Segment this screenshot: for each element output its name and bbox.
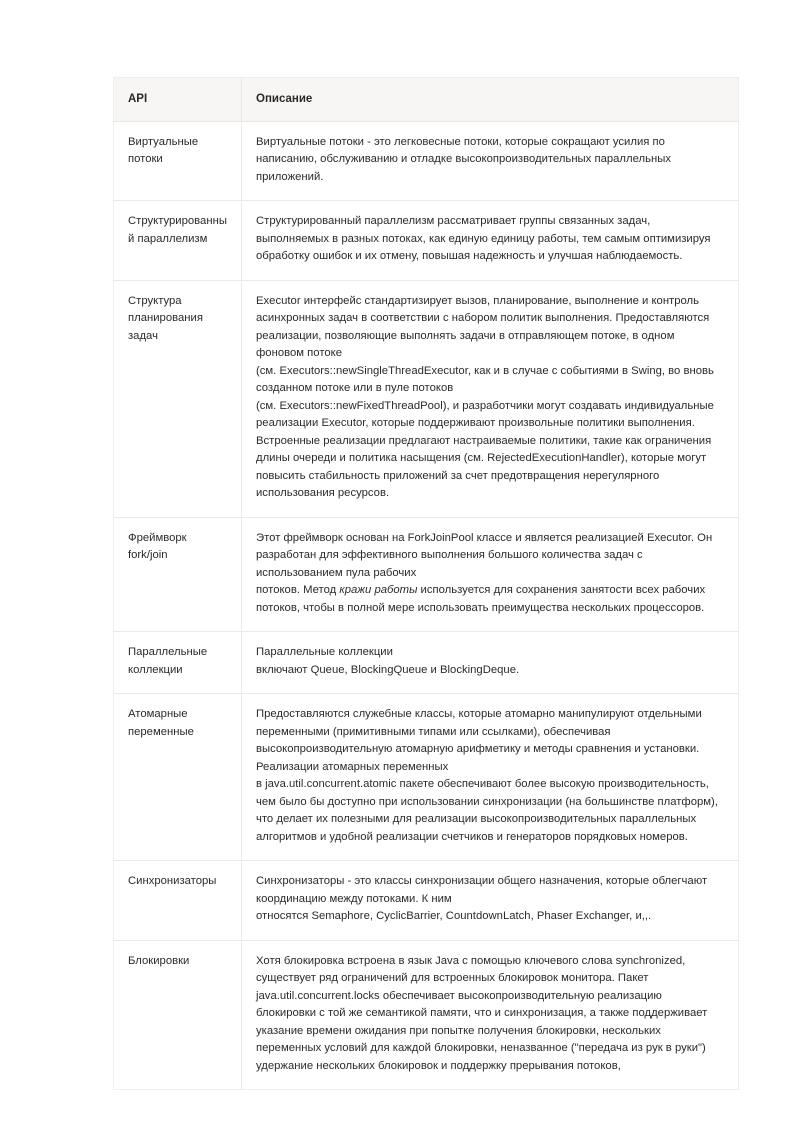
description-text-tail: используется для сохранения занятости всех рабочих потоков, чтобы в полной мере использовать преимущества нескольких процессоров. [256,584,706,614]
api-name-text: Фреймворк fork/join [128,531,187,562]
cell-api-name [114,694,242,861]
cell-description [242,861,739,941]
table-row [114,861,739,941]
api-name-text: Виртуальные потоки [128,135,199,166]
table-body [114,121,739,1090]
api-name-text: Структурированный параллелизм [128,215,227,245]
description-text: Executor интерфейс стандартизирует вызов, планирование, выполнение и контроль асинхронных задач в соответствии с набором политик выполнения. Предоставляются реализации, позволяющие выполнять задачи в отправляющем потоке, в одном фоновом потоке (см. Executors::newSingleThreadExecutor, как и в случае с событиями в Swing, во вновь созданном потоке или в пуле потоков (см. Executors::newFixedThreadPool), и разработчики могут создавать индивидуальные реализации Executor, которые поддерживают произвольные политики выполнения. Встроенные реализации предлагают настраиваемые политики, такие как ограничения длины очереди и политика насыщения (см. RejectedExecutionHandler), которые могут повысить стабильность приложений за счет предотвращения нерегулярного использования ресурсов. [256,294,714,500]
cell-description [242,632,739,694]
cell-description [242,517,739,632]
column-header-api: API [114,78,242,122]
cell-description [242,940,739,1090]
cell-api-name [114,940,242,1090]
column-header-description: Описание [242,78,739,122]
table-row [114,632,739,694]
table-row [114,201,739,281]
cell-api-name [114,280,242,517]
cell-api-name [114,632,242,694]
api-name-text: Атомарные переменные [128,708,194,738]
api-name-text: Синхронизаторы [128,875,217,888]
table-row [114,940,739,1090]
cell-description [242,121,739,201]
table-row [114,694,739,861]
description-text: Хотя блокировка встроена в язык Java с помощью ключевого слова synchronized, существует ряд ограничений для встроенных блокировок монитора. Пакет java.util.concurrent.locks обеспечивает высокопроизводительную реализацию блокировки с той же семантикой памяти, что и синхронизация, а также поддерживает указание времени ожидания при попытке получения блокировки, нескольких переменных условий для каждой блокировки, неназванное ("передача из рук в руки") удержание нескольких блокировок и поддержку прерывания потоков, [256,954,708,1072]
cell-description [242,694,739,861]
description-emphasis: кражи работы [339,584,418,597]
api-description-table [113,77,739,1090]
description-text: Параллельные коллекции включают Queue, BlockingQueue и BlockingDeque. [256,646,520,676]
description-text: Структурированный параллелизм рассматривает группы связанных задач, выполняемых в разных потоках, как единую единицу работы, тем самым оптимизируя обработку ошибок и их отмену, повышая надежность и улучшая наблюдаемость. [256,215,711,263]
table-row [114,280,739,517]
api-name-text: Параллельные коллекции [128,646,208,676]
cell-description [242,201,739,281]
table-row [114,121,739,201]
cell-description [242,280,739,517]
cell-api-name [114,121,242,201]
description-text [256,530,724,618]
description-text: Виртуальные потоки - это легковесные потоки, которые сокращают усилия по написанию, обслуживанию и отладке высокопроизводительных параллельных приложений. [256,135,672,183]
api-name-text: Блокировки [128,954,190,967]
api-name-text: Структура планирования задач [128,294,203,342]
description-text-lead: Этот фреймворк основан на ForkJoinPool классе и является реализацией Executor. Он разработан для эффективного выполнения большого количества задач с использованием пула рабочих потоков. Метод [256,531,713,597]
cell-api-name [114,861,242,941]
cell-api-name [114,201,242,281]
table-row [114,517,739,632]
description-text: Синхронизаторы - это классы синхронизации общего назначения, которые облегчают координацию между потоками. К ним относятся Semaphore, CyclicBarrier, CountdownLatch, Phaser Exchanger, и,,. [256,875,708,923]
table-header-row [114,78,739,122]
cell-api-name [114,517,242,632]
description-text: Предоставляются служебные классы, которые атомарно манипулируют отдельными переменными (примитивными типами или ссылками), обеспечивая высокопроизводительную атомарную арифметику и методы сравнения и установки. Реализации атомарных переменных в java.util.concurrent.atomic пакете обеспечивают более высокую производительность, чем было бы доступно при использовании синхронизации (на большинстве платформ), что делает их полезными для реализации высокопроизводительных параллельных алгоритмов и удобной реализации счетчиков и генераторов порядковых номеров. [256,708,718,843]
table-header [114,78,739,122]
